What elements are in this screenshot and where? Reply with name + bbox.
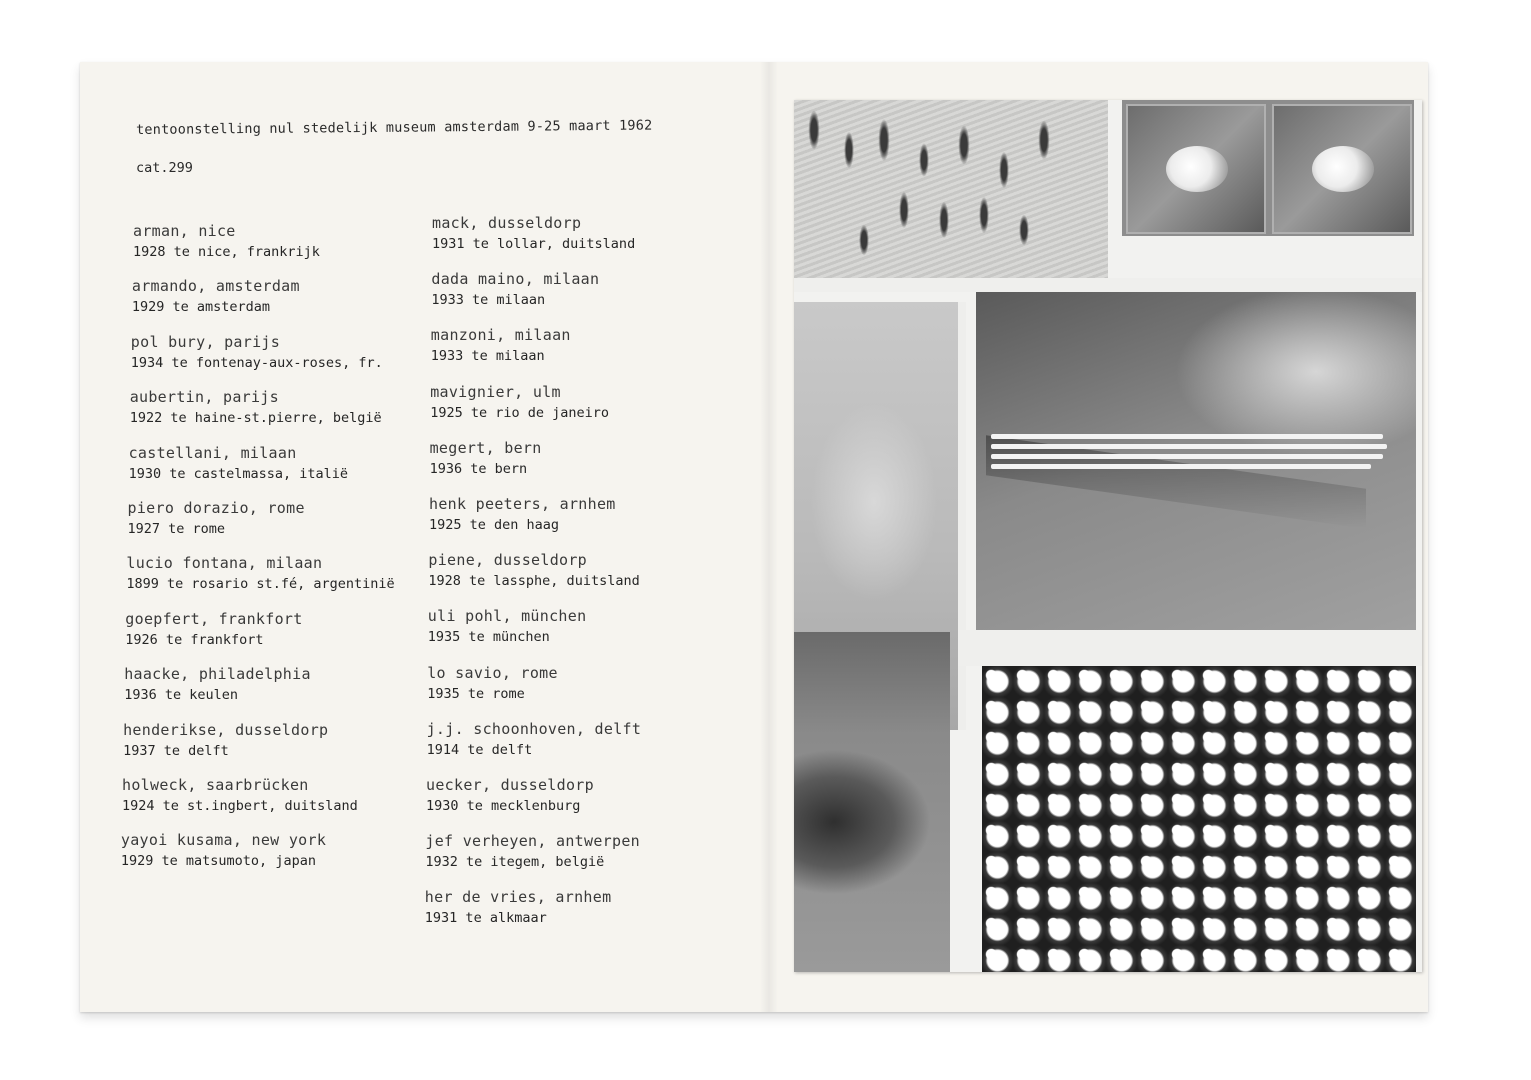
artist-entry: [123, 721, 328, 759]
artist-entry: [128, 499, 305, 537]
artist-entry: [131, 333, 383, 371]
artist-birth: 1936 te keulen: [124, 687, 238, 704]
artist-entry: [427, 720, 642, 758]
photo-brochure: [794, 100, 1422, 972]
artist-birth: 1899 te rosario st.fé, argentinië: [126, 576, 395, 593]
artist-entry: [129, 444, 348, 482]
artist-name: pol bury, parijs: [130, 332, 281, 351]
artist-birth: 1925 te den haag: [429, 517, 560, 533]
artist-birth: 1928 te nice, frankrijk: [133, 244, 320, 260]
egg-box-right: [1272, 104, 1412, 234]
photo-egg-boxes: [1122, 100, 1414, 236]
artist-name: her de vries, arnhem: [424, 888, 612, 907]
artist-name: piero dorazio, rome: [127, 499, 305, 517]
artist-name: uli pohl, münchen: [427, 607, 587, 626]
artist-entry: [428, 607, 587, 645]
artist-entry: [429, 495, 616, 533]
egg-box-left: [1126, 104, 1266, 234]
egg-shape: [1166, 146, 1228, 192]
artist-birth: 1929 te amsterdam: [131, 299, 271, 316]
photo-grid-relief: [982, 666, 1416, 972]
artist-name: mack, dusseldorp: [432, 214, 582, 232]
artist-birth: 1926 te frankfort: [125, 631, 264, 648]
artist-entry: [430, 383, 609, 421]
artist-name: megert, bern: [429, 438, 542, 457]
artist-name: castellani, milaan: [128, 443, 297, 462]
rod-shadow: [986, 435, 1366, 528]
rod: [991, 444, 1387, 449]
artist-name: manzoni, milaan: [430, 326, 571, 345]
artist-name: armando, amsterdam: [131, 277, 300, 296]
divider-strip: [794, 278, 1422, 292]
artist-birth: 1935 te münchen: [427, 629, 550, 646]
artist-name: uecker, dusseldorp: [426, 776, 594, 794]
catalogue-title: tentoonstelling nul stedelijk museum amsterdam 9-25 maart 1962: [136, 117, 653, 138]
photo-textured-surface: [794, 100, 1108, 278]
artist-birth: 1933 te milaan: [431, 292, 546, 309]
artist-name: jef verheyen, antwerpen: [425, 832, 640, 851]
artist-birth: 1928 te lassphe, duitsland: [428, 573, 640, 590]
artist-birth: 1914 te delft: [426, 741, 533, 758]
artist-entry: [431, 326, 571, 364]
artist-name: lucio fontana, milaan: [126, 554, 323, 573]
artist-name: yayoi kusama, new york: [120, 831, 327, 850]
artist-name: henk peeters, arnhem: [429, 495, 616, 513]
artist-entry: [425, 888, 612, 926]
photo-dark-gradient: [794, 632, 950, 972]
artist-entry: [133, 222, 320, 260]
artist-entry: [125, 610, 302, 648]
artist-birth: 1937 te delft: [123, 742, 229, 759]
rod: [991, 454, 1383, 459]
artist-birth: 1933 te milaan: [430, 348, 545, 365]
artist-name: j.j. schoonhoven, delft: [426, 719, 642, 738]
artist-birth: 1922 te haine-st.pierre, belgië: [129, 410, 382, 427]
artist-entry: [130, 388, 382, 426]
rod: [991, 464, 1371, 469]
artist-birth: 1930 te castelmassa, italië: [128, 465, 349, 482]
artist-birth: 1931 te lollar, duitsland: [432, 236, 636, 252]
artist-entry: [432, 214, 635, 252]
egg-shape: [1312, 146, 1374, 192]
artist-name: piene, dusseldorp: [428, 551, 588, 570]
center-fold: [760, 62, 778, 1012]
artist-birth: 1934 te fontenay-aux-roses, fr.: [130, 354, 383, 371]
artist-entry: [124, 665, 311, 703]
artist-entry: [122, 776, 358, 814]
artist-name: arman, nice: [133, 222, 236, 240]
artist-name: henderikse, dusseldorp: [123, 720, 329, 739]
artist-birth: 1930 te mecklenburg: [426, 798, 581, 814]
artist-entry: [121, 831, 326, 869]
artist-entry: [426, 776, 594, 814]
artist-entry: [431, 270, 599, 308]
rod: [991, 434, 1383, 439]
artist-entry: [430, 439, 542, 477]
artist-birth: 1935 te rome: [427, 685, 525, 702]
artist-entry: [132, 277, 300, 315]
artist-name: mavignier, ulm: [430, 382, 561, 401]
artist-name: goepfert, frankfort: [125, 609, 303, 628]
artist-name: holweck, saarbrücken: [122, 776, 309, 794]
photo-light-rods: [976, 292, 1416, 630]
artist-entry: [126, 554, 394, 592]
artist-birth: 1932 te itegem, belgië: [425, 854, 605, 871]
divider-strip: [958, 630, 1422, 666]
artist-name: dada maino, milaan: [431, 270, 600, 289]
artist-name: haacke, philadelphia: [124, 665, 311, 684]
artist-name: aubertin, parijs: [129, 388, 279, 407]
artist-name: lo savio, rome: [427, 663, 558, 682]
artist-birth: 1927 te rome: [127, 521, 226, 537]
artist-birth: 1929 te matsumoto, japan: [120, 853, 316, 870]
artist-entry: [425, 832, 640, 870]
artist-birth: 1925 te rio de janeiro: [430, 404, 609, 421]
artist-entry: [428, 551, 639, 589]
artist-entry: [427, 664, 558, 702]
artist-birth: 1931 te alkmaar: [424, 910, 547, 927]
artist-birth: 1936 te bern: [429, 460, 528, 477]
catalogue-number: cat.299: [136, 160, 193, 176]
artist-birth: 1924 te st.ingbert, duitsland: [122, 798, 358, 814]
